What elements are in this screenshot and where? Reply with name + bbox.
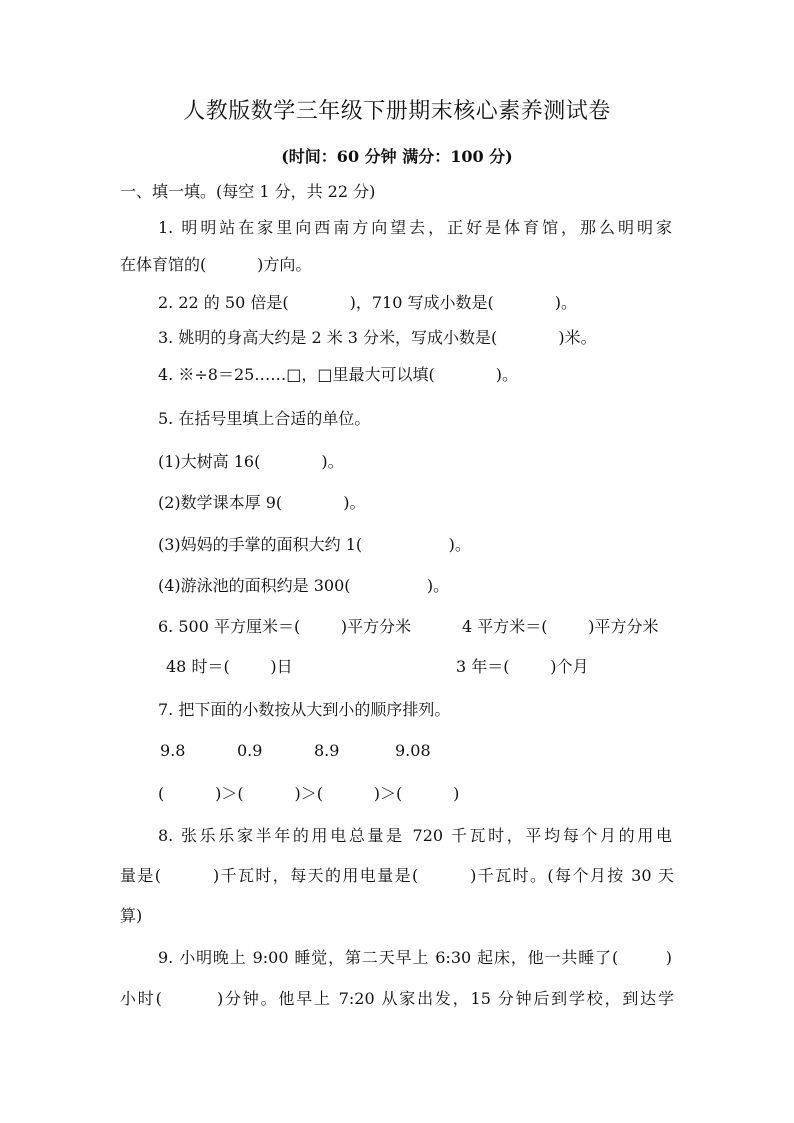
question-3: 3. 姚明的身高大约是 2 米 3 分米，写成小数是( )米。 — [158, 328, 597, 347]
exam-info: (时间：60 分钟 满分：100 分) — [281, 147, 513, 166]
question-6-b: 4 平方米＝( )平方分米 — [462, 617, 659, 636]
question-8-line-3: 算) — [120, 906, 143, 925]
question-1-line-1: 1. 明明站在家里向西南方向望去，正好是体育馆，那么明明家 — [158, 218, 672, 237]
question-2: 2. 22 的 50 倍是( )，710 写成小数是( )。 — [158, 293, 577, 312]
question-5: 5. 在括号里填上合适的单位。 — [158, 409, 371, 428]
question-5-2: (2)数学课本厚 9( )。 — [158, 493, 366, 512]
question-6-a: 6. 500 平方厘米＝( )平方分米 — [158, 617, 412, 636]
question-5-1: (1)大树高 16( )。 — [158, 452, 344, 471]
decimal-number: 8.9 — [314, 741, 340, 760]
question-7: 7. 把下面的小数按从大到小的顺序排列。 — [158, 700, 451, 719]
question-6-c: 48 时＝( )日 — [166, 657, 293, 676]
decimal-number: 0.9 — [237, 741, 263, 760]
decimal-number: 9.8 — [160, 741, 186, 760]
question-4: 4. ※÷8＝25……□，□里最大可以填( )。 — [158, 365, 519, 384]
section-heading: 一、填一填。(每空 1 分，共 22 分) — [120, 182, 376, 201]
question-9-line-2: 小时( )分钟。他早上 7:20 从家出发，15 分钟后到学校，到达学 — [120, 989, 674, 1008]
question-8-line-2: 量是( )千瓦时，每天的用电量是( )千瓦时。(每个月按 30 天 — [120, 866, 674, 885]
question-7-order: ( )＞( )＞( )＞( ) — [158, 784, 460, 803]
question-5-4: (4)游泳池的面积约是 300( )。 — [158, 576, 450, 595]
question-9-line-1: 9. 小明晚上 9:00 睡觉，第二天早上 6:30 起床，他一共睡了( ) — [158, 948, 672, 967]
question-5-3: (3)妈妈的手掌的面积大约 1( )。 — [158, 535, 471, 554]
question-8-line-1: 8. 张乐乐家半年的用电总量是 720 千瓦时，平均每个月的用电 — [158, 826, 672, 845]
question-1-line-2: 在体育馆的( )方向。 — [120, 255, 312, 274]
decimal-number: 9.08 — [395, 741, 431, 760]
page-title: 人教版数学三年级下册期末核心素养测试卷 — [183, 99, 611, 124]
question-6-d: 3 年＝( )个月 — [456, 657, 589, 676]
